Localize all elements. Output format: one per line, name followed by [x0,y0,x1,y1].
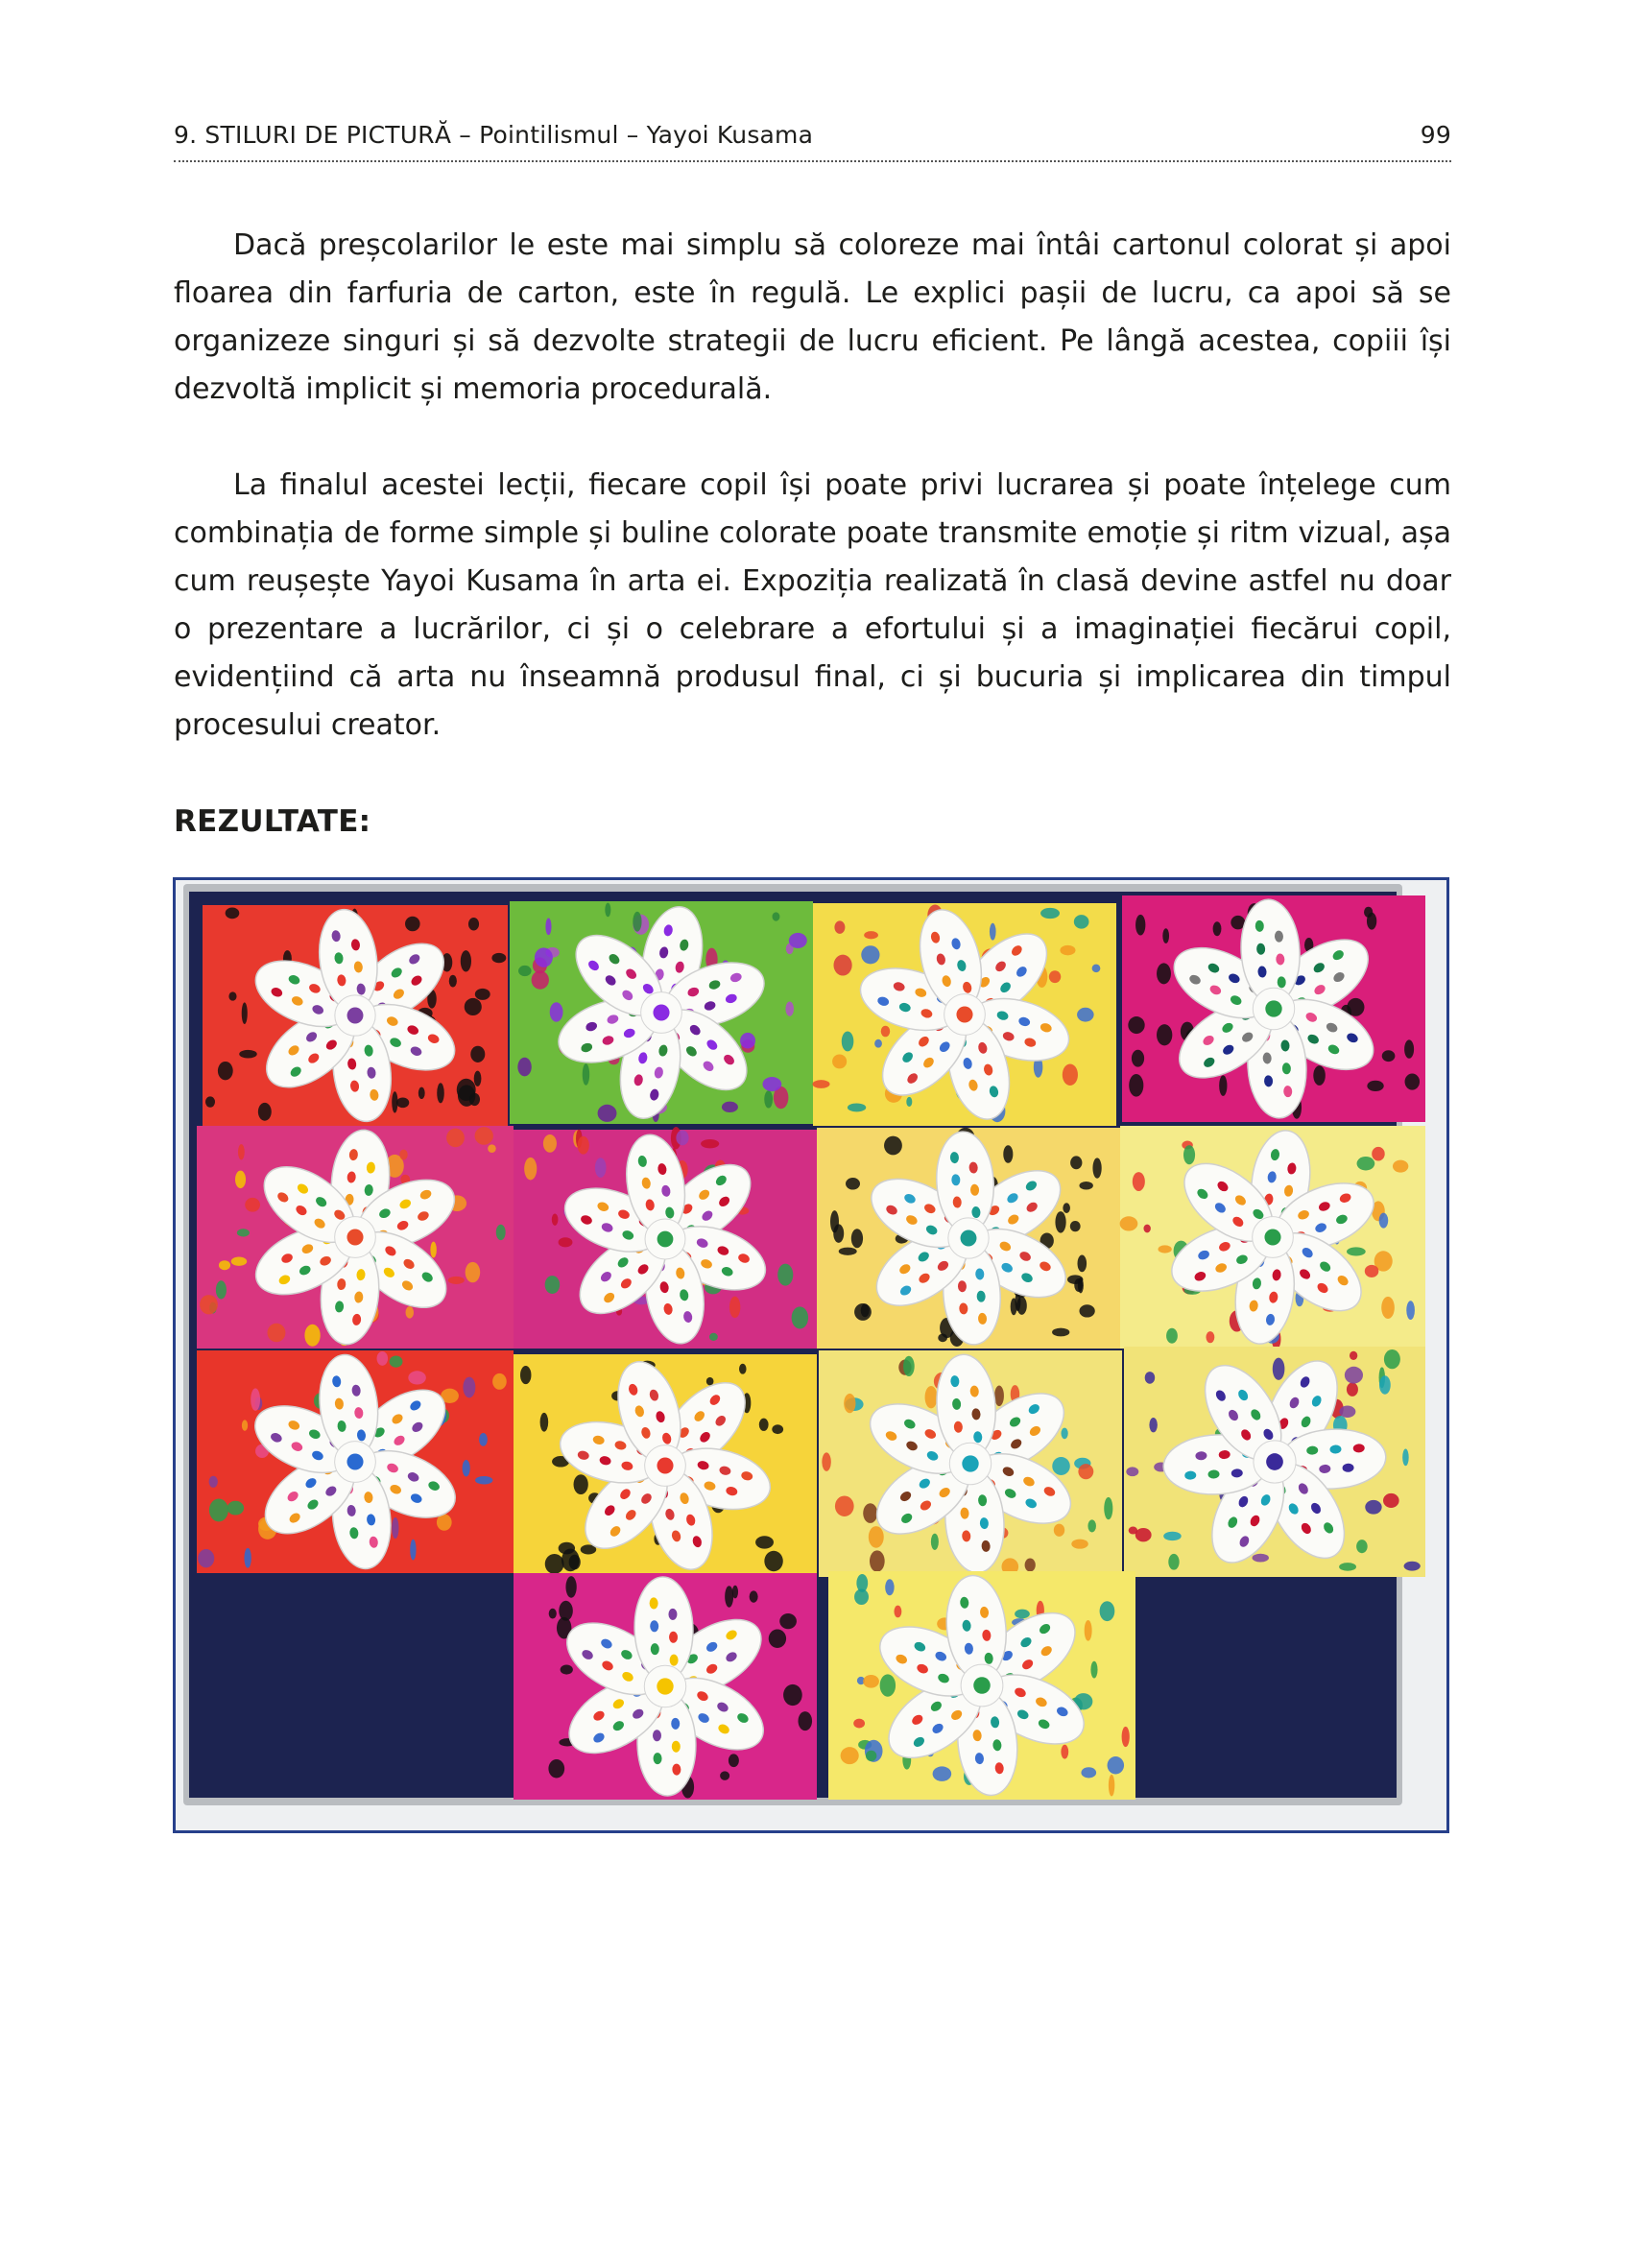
sheet-dot [1404,1039,1414,1058]
sheet-dot [833,1224,844,1243]
flower-center-dot [347,1008,364,1024]
sheet-dot [545,918,551,935]
sheet-dot [931,1534,939,1550]
sheet-dot [1078,1464,1093,1479]
sheet-dot [1081,1767,1096,1778]
sheet-dot [1049,970,1061,983]
flower-center-dot [973,1677,991,1694]
sheet-dot [242,1420,248,1430]
sheet-dot [227,1501,245,1516]
artwork-panel [817,1128,1120,1349]
sheet-dot [1120,1216,1138,1230]
sheet-dot [1367,1081,1383,1091]
sheet-dot [1213,921,1222,936]
sheet-dot [844,1394,855,1413]
sheet-dot [231,1257,247,1266]
sheet-dot [237,1229,250,1236]
artwork-panel [1120,1126,1425,1349]
artwork-panel [812,903,1116,1126]
sheet-dot [864,931,878,939]
sheet-dot [739,1364,747,1374]
sheet-dot [1055,1211,1065,1233]
sheet-dot [268,1324,286,1342]
sheet-dot [1087,1519,1096,1532]
sheet-dot [764,1551,782,1571]
sheet-dot [1061,1428,1067,1440]
sheet-dot [200,1295,218,1314]
sheet-dot [772,1424,783,1434]
sheet-dot [392,1091,397,1112]
sheet-dot [1092,965,1101,972]
sheet-dot [925,1386,938,1408]
sheet-dot [595,1158,607,1178]
sheet-dot [799,1711,813,1731]
sheet-dot [1347,1382,1358,1396]
results-photo [173,877,1449,1833]
sheet-dot [633,912,641,932]
section-title: REZULTATE: [174,804,371,839]
artwork-panel [1124,1347,1425,1577]
sheet-dot [198,1549,214,1567]
sheet-dot [1183,1145,1195,1164]
sheet-dot [583,1063,589,1086]
sheet-dot [1168,1554,1179,1570]
sheet-dot [851,1229,863,1248]
sheet-dot [463,1460,470,1477]
sheet-dot [457,1079,476,1101]
sheet-dot [832,1054,847,1068]
sheet-dot [405,917,420,931]
sheet-dot [866,1751,876,1761]
sheet-dot [822,1452,830,1470]
sheet-dot [789,933,807,948]
sheet-dot [406,1306,415,1318]
sheet-dot [1128,1016,1144,1034]
sheet-dot [1313,1065,1326,1086]
sheet-dot [1350,1351,1357,1360]
sheet-dot [903,1356,915,1376]
sheet-dot [1135,915,1145,936]
sheet-dot [1040,908,1060,919]
sheet-dot [390,1355,403,1367]
artwork-panel [514,1573,817,1800]
sheet-dot [1339,1406,1355,1418]
sheet-dot [764,1090,773,1108]
flower-center-dot [653,1004,669,1020]
sheet-dot [461,950,471,971]
sheet-dot [377,1351,389,1366]
sheet-dot [235,1171,246,1188]
sheet-dot [938,1334,947,1343]
sheet-dot [1079,1182,1092,1190]
sheet-dot [1379,1213,1389,1229]
sheet-dot [1070,1156,1082,1169]
sheet-dot [783,1684,802,1706]
sheet-dot [228,991,236,1000]
sheet-dot [475,1476,492,1484]
sheet-dot [1078,1254,1087,1272]
sheet-dot [545,1276,561,1294]
sheet-dot [750,1590,758,1602]
header-divider [174,160,1451,162]
body-paragraph-2: La finalul acestei lecții, fiecare copil își poate privi lucrarea și poate înțelege cum combinația de forme simple și buline colorate poate transmite emoție și ritm vizual, așa cum reușește Yayoi Kusama în arta ei. Expoziția realizată în clasă devine astfel nu doar o prezentare a lucrărilor, ci și o celebrare a efortului și a imaginației fiecărui copil, evidențiind că arta nu înseamnă produsul final, ci și bucuria și implicarea din timpul procesului creator. [174,468,1451,742]
sheet-dot [990,923,996,941]
sheet-dot [543,1134,557,1153]
sheet-dot [492,1373,507,1390]
sheet-dot [870,1550,885,1571]
sheet-dot [863,1675,879,1688]
sheet-dot [465,998,482,1015]
sheet-dot [885,1579,894,1595]
sheet-dot [1393,1160,1408,1173]
artwork-panel [510,901,813,1124]
sheet-dot [605,903,610,918]
sheet-dot [792,1306,808,1328]
sheet-dot [842,1031,854,1051]
sheet-dot [732,1586,738,1599]
sheet-dot [1054,1524,1064,1537]
sheet-dot [488,1144,496,1153]
sheet-dot [1078,1277,1084,1293]
sheet-dot [846,1178,860,1189]
sheet-dot [1016,1297,1026,1315]
artwork-panel [1122,895,1425,1122]
sheet-dot [1372,1147,1385,1161]
sheet-dot [479,1433,488,1446]
flower-center-dot [956,1006,972,1022]
sheet-dot [1166,1328,1178,1344]
sheet-dot [219,1260,230,1270]
sheet-dot [550,1002,563,1021]
sheet-dot [437,1083,444,1103]
sheet-dot [1060,945,1075,955]
sheet-dot [1347,1247,1366,1255]
sheet-dot [559,1542,575,1555]
sheet-dot [549,1609,557,1619]
sheet-dot [834,920,845,934]
sheet-dot [1129,1074,1143,1097]
sheet-dot [1132,1050,1144,1067]
sheet-dot [1219,1075,1227,1096]
sheet-dot [491,953,506,963]
sheet-dot [1070,1221,1081,1231]
sheet-dot [777,1264,793,1286]
sheet-dot [446,1129,465,1148]
artwork-panel [828,1571,1135,1800]
sheet-dot [242,1002,248,1024]
sheet-dot [706,1377,714,1386]
sheet-dot [559,1237,573,1247]
sheet-dot [1090,1661,1097,1679]
sheet-dot [740,1033,755,1049]
flower-center-dot [347,1453,363,1469]
running-header [174,121,1451,149]
sheet-dot [1206,1331,1214,1343]
sheet-dot [418,1087,425,1099]
sheet-dot [773,912,780,920]
sheet-dot [1357,1157,1375,1170]
sheet-dot [1145,1372,1155,1384]
sheet-dot [1143,1225,1150,1233]
sheet-dot [392,1517,398,1539]
flower-center-dot [962,1455,978,1471]
sheet-dot [1379,1375,1391,1394]
sheet-dot [239,1050,257,1059]
sheet-dot [524,1158,537,1181]
sheet-dot [1133,1172,1145,1191]
sheet-dot [1003,1145,1013,1163]
sheet-dot [449,975,457,988]
sheet-dot [762,1077,781,1091]
sheet-dot [399,1150,407,1160]
artwork-panel [203,905,508,1126]
artwork-panel [819,1350,1122,1577]
sheet-dot [578,1136,589,1155]
sheet-dot [1077,1008,1094,1022]
sheet-dot [561,1665,573,1675]
sheet-dot [906,1097,912,1107]
sheet-dot [218,1062,233,1080]
sheet-dot [856,1574,868,1592]
sheet-dot [933,1766,952,1780]
sheet-dot [463,1377,475,1398]
sheet-dot [1382,1050,1396,1062]
sheet-dot [812,1080,829,1088]
sheet-dot [1052,1457,1070,1475]
flower-center-dot [1266,1453,1283,1470]
sheet-dot [1052,1328,1069,1337]
sheet-dot [861,945,879,964]
sheet-dot [1079,1304,1094,1317]
page-number: 99 [1420,121,1451,149]
sheet-dot [1126,1467,1138,1476]
sheet-dot [1273,1358,1285,1380]
sheet-dot [226,907,240,919]
sheet-dot [468,918,479,931]
sheet-dot [559,1601,573,1621]
sheet-dot [540,1413,549,1432]
sheet-dot [861,1303,870,1317]
sheet-dot [1402,1449,1409,1467]
flower-center-dot [657,1457,673,1473]
sheet-dot [1405,1074,1421,1090]
sheet-dot [1063,1203,1070,1213]
sheet-dot [216,1280,227,1299]
sheet-dot [408,1371,425,1384]
sheet-dot [725,1586,733,1607]
sheet-dot [1092,1158,1101,1178]
sheet-dot [1345,1367,1363,1384]
running-title: 9. STILURI DE PICTURĂ – Pointilismul – Yayoi Kusama [174,121,814,149]
flower-center-dot [1264,1229,1280,1245]
sheet-dot [1149,1418,1157,1432]
sheet-dot [520,1366,531,1384]
sheet-dot [574,1474,588,1494]
sheet-dot [1356,1540,1368,1553]
sheet-dot [1085,1620,1092,1641]
sheet-dot [532,970,549,989]
sheet-dot [701,1139,719,1148]
sheet-dot [430,1242,436,1258]
sheet-dot [884,1136,902,1156]
sheet-dot [720,1771,729,1779]
sheet-dot [209,1476,218,1488]
sheet-dot [755,1536,774,1548]
sheet-dot [1157,963,1171,984]
artwork-panel [197,1350,514,1573]
sheet-dot [1061,1745,1068,1759]
sheet-dot [548,1759,564,1778]
artwork-panel [514,1354,817,1577]
sheet-dot [676,1131,688,1146]
sheet-dot [1365,1500,1381,1515]
sheet-dot [848,1103,866,1111]
sheet-dot [545,1554,564,1574]
sheet-dot [466,1262,481,1282]
sheet-dot [841,1747,859,1764]
sheet-dot [1063,1064,1078,1086]
sheet-dot [1109,1775,1114,1797]
sheet-dot [1404,1562,1421,1571]
sheet-dot [535,947,553,967]
flower-center-dot [347,1229,363,1245]
sheet-dot [1253,1554,1269,1563]
sheet-dot [785,1002,794,1016]
sheet-dot [1071,1540,1087,1549]
sheet-dot [1135,1528,1152,1541]
sheet-dot [881,1026,891,1038]
sheet-dot [1381,1297,1395,1319]
sheet-dot [759,1419,769,1431]
sheet-dot [251,1388,260,1410]
sheet-dot [598,1105,617,1122]
sheet-dot [1406,1301,1415,1320]
sheet-dot [863,1503,877,1523]
sheet-dot [1367,913,1376,930]
sheet-dot [448,1277,465,1284]
sheet-dot [729,1754,739,1767]
sheet-dot [853,1719,865,1729]
body-paragraph-1: Dacă preșcolarilor le este mai simplu să coloreze mai întâi cartonul colorat și apoi floarea din farfuria de carton, este în regulă. Le explici pașii de lucru, ca apoi să se organizeze singuri și să dezvolte strategii de lucru eficient. Pe lângă acestea, copiii își dezvoltă implicit și memoria procedurală. [174,228,1451,406]
sheet-dot [475,1127,493,1145]
sheet-dot [205,1096,215,1107]
flower-center-dot [961,1230,977,1247]
sheet-dot [238,1144,245,1159]
sheet-dot [475,989,490,1000]
sheet-dot [1347,998,1364,1016]
sheet-dot [1158,1245,1171,1253]
sheet-dot [1339,1563,1356,1571]
sheet-dot [1100,1601,1115,1621]
flower-center-dot [1265,1000,1281,1016]
sheet-dot [1104,1497,1112,1519]
sheet-dot [779,1613,797,1629]
sheet-dot [518,966,532,976]
sheet-dot [1015,1610,1030,1619]
sheet-dot [1025,1559,1036,1572]
sheet-dot [1365,1265,1379,1277]
sheet-dot [396,1097,409,1108]
sheet-dot [729,1297,740,1319]
sheet-dot [244,1548,251,1568]
sheet-dot [1163,1532,1182,1540]
artwork-board-photo [176,880,1446,1830]
sheet-dot [470,1046,485,1062]
sheet-dot [517,1058,531,1077]
sheet-dot [552,1213,559,1225]
sheet-dot [1122,1727,1130,1747]
sheet-dot [839,1248,857,1255]
sheet-dot [245,1198,260,1212]
sheet-dot [874,1039,882,1048]
sheet-dot [1383,1493,1399,1508]
sheet-dot [880,1674,896,1696]
sheet-dot [1162,928,1169,943]
artwork-panel [514,1127,817,1349]
sheet-dot [565,1576,576,1598]
flower-center-dot [657,1678,673,1694]
flower-center-dot [657,1231,674,1248]
sheet-dot [1384,1349,1400,1369]
sheet-dot [722,1102,738,1112]
sheet-dot [410,1540,416,1561]
artwork-panel [197,1126,514,1349]
sheet-dot [1074,915,1089,929]
sheet-dot [474,1071,482,1086]
sheet-dot [304,1325,320,1347]
sheet-dot [496,1225,506,1240]
sheet-dot [209,1498,228,1521]
sheet-dot [709,1333,718,1341]
sheet-dot [894,1606,901,1618]
sheet-dot [1108,1756,1125,1774]
sheet-dot [833,955,851,976]
sheet-dot [835,1495,854,1516]
sheet-dot [869,1526,884,1548]
sheet-dot [1157,1024,1172,1045]
sheet-dot [258,1103,272,1121]
sheet-dot [769,1630,786,1648]
